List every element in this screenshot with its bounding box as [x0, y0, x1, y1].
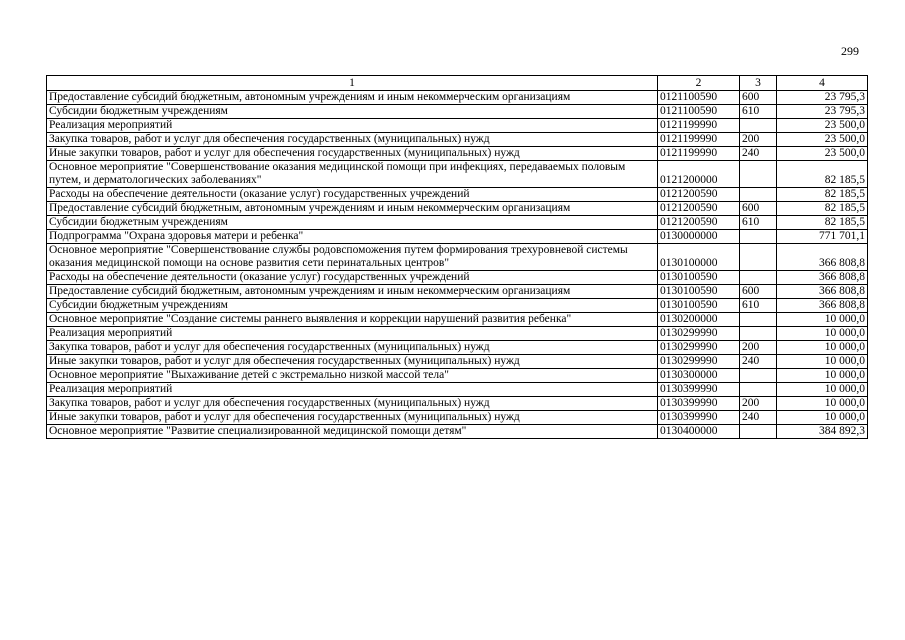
- row-amount-cell: 23 795,3: [777, 105, 868, 119]
- row-amount-cell: 82 185,5: [777, 188, 868, 202]
- row-code-cell: 0121100590: [658, 91, 740, 105]
- row-type-cell: [740, 119, 777, 133]
- table-row: [47, 369, 868, 383]
- table-row: [47, 119, 868, 133]
- table-row: [47, 133, 868, 147]
- row-code-cell: 0130399990: [658, 411, 740, 425]
- header-col-1: 1: [47, 76, 658, 91]
- row-code-cell: 0130400000: [658, 425, 740, 439]
- table-row: [47, 313, 868, 327]
- row-type-cell: [740, 161, 777, 188]
- table-row: [47, 161, 868, 188]
- row-code-cell: 0130100590: [658, 271, 740, 285]
- row-amount-cell: 10 000,0: [777, 383, 868, 397]
- row-name-cell: Закупка товаров, работ и услуг для обеспечения государственных (муниципальных) нужд: [47, 133, 658, 147]
- row-name-cell: Закупка товаров, работ и услуг для обеспечения государственных (муниципальных) нужд: [47, 397, 658, 411]
- table-row: [47, 397, 868, 411]
- row-type-cell: [740, 383, 777, 397]
- row-amount-cell: 366 808,8: [777, 271, 868, 285]
- row-amount-cell: 10 000,0: [777, 355, 868, 369]
- table-body: [47, 91, 868, 439]
- row-type-cell: [740, 313, 777, 327]
- row-code-cell: 0121200590: [658, 188, 740, 202]
- table-row: [47, 105, 868, 119]
- row-type-cell: 200: [740, 341, 777, 355]
- row-name-cell: Закупка товаров, работ и услуг для обеспечения государственных (муниципальных) нужд: [47, 341, 658, 355]
- row-amount-cell: 366 808,8: [777, 285, 868, 299]
- row-type-cell: [740, 327, 777, 341]
- header-col-4: 4: [777, 76, 868, 91]
- table-row: [47, 202, 868, 216]
- row-code-cell: 0121100590: [658, 105, 740, 119]
- table-row: [47, 188, 868, 202]
- row-type-cell: [740, 244, 777, 271]
- row-name-cell: Иные закупки товаров, работ и услуг для обеспечения государственных (муниципальных) нужд: [47, 411, 658, 425]
- table-row: [47, 285, 868, 299]
- row-type-cell: 600: [740, 202, 777, 216]
- table-row: [47, 411, 868, 425]
- row-name-cell: Расходы на обеспечение деятельности (оказание услуг) государственных учреждений: [47, 271, 658, 285]
- row-code-cell: 0121199990: [658, 119, 740, 133]
- row-name-cell: Основное мероприятие "Создание системы раннего выявления и коррекции нарушений развития ребенка": [47, 313, 658, 327]
- row-amount-cell: 10 000,0: [777, 369, 868, 383]
- row-type-cell: [740, 188, 777, 202]
- row-type-cell: 240: [740, 411, 777, 425]
- row-code-cell: 0130100000: [658, 244, 740, 271]
- page-number: 299: [841, 44, 859, 58]
- row-name-cell: Предоставление субсидий бюджетным, автономным учреждениям и иным некоммерческим организациям: [47, 285, 658, 299]
- row-code-cell: 0130200000: [658, 313, 740, 327]
- row-amount-cell: 23 500,0: [777, 133, 868, 147]
- row-amount-cell: 23 500,0: [777, 147, 868, 161]
- row-type-cell: 610: [740, 299, 777, 313]
- row-code-cell: 0130299990: [658, 341, 740, 355]
- row-type-cell: 610: [740, 105, 777, 119]
- row-amount-cell: 82 185,5: [777, 202, 868, 216]
- header-col-3: 3: [740, 76, 777, 91]
- budget-table: [46, 75, 868, 439]
- row-type-cell: 240: [740, 355, 777, 369]
- row-amount-cell: 82 185,5: [777, 216, 868, 230]
- row-name-cell: Предоставление субсидий бюджетным, автономным учреждениям и иным некоммерческим организациям: [47, 91, 658, 105]
- row-name-cell: Иные закупки товаров, работ и услуг для обеспечения государственных (муниципальных) нужд: [47, 147, 658, 161]
- row-type-cell: [740, 271, 777, 285]
- row-type-cell: 200: [740, 397, 777, 411]
- row-code-cell: 0121200590: [658, 202, 740, 216]
- row-name-cell: Реализация мероприятий: [47, 327, 658, 341]
- row-code-cell: 0130299990: [658, 355, 740, 369]
- row-amount-cell: 23 500,0: [777, 119, 868, 133]
- row-amount-cell: 771 701,1: [777, 230, 868, 244]
- row-amount-cell: 384 892,3: [777, 425, 868, 439]
- row-code-cell: 0130300000: [658, 369, 740, 383]
- row-code-cell: 0130399990: [658, 383, 740, 397]
- row-name-cell: Предоставление субсидий бюджетным, автономным учреждениям и иным некоммерческим организациям: [47, 202, 658, 216]
- row-type-cell: [740, 230, 777, 244]
- row-amount-cell: 366 808,8: [777, 299, 868, 313]
- row-code-cell: 0130100590: [658, 285, 740, 299]
- row-amount-cell: 23 795,3: [777, 91, 868, 105]
- row-name-cell: Расходы на обеспечение деятельности (оказание услуг) государственных учреждений: [47, 188, 658, 202]
- row-code-cell: 0121199990: [658, 133, 740, 147]
- header-row: [47, 76, 868, 91]
- table-row: [47, 244, 868, 271]
- row-type-cell: 240: [740, 147, 777, 161]
- table-row: [47, 425, 868, 439]
- row-amount-cell: 10 000,0: [777, 397, 868, 411]
- table-row: [47, 341, 868, 355]
- row-amount-cell: 366 808,8: [777, 244, 868, 271]
- row-amount-cell: 10 000,0: [777, 327, 868, 341]
- table-row: [47, 216, 868, 230]
- row-name-cell: Иные закупки товаров, работ и услуг для обеспечения государственных (муниципальных) нужд: [47, 355, 658, 369]
- row-amount-cell: 10 000,0: [777, 313, 868, 327]
- row-type-cell: [740, 369, 777, 383]
- row-name-cell: Субсидии бюджетным учреждениям: [47, 105, 658, 119]
- row-name-cell: Реализация мероприятий: [47, 383, 658, 397]
- row-type-cell: 200: [740, 133, 777, 147]
- header-col-2: 2: [658, 76, 740, 91]
- row-code-cell: 0130299990: [658, 327, 740, 341]
- row-name-cell: Основное мероприятие "Совершенствование службы родовспоможения путем формирования трехуровневой системы оказания медицинской помощи на основе развития сети перинатальных центров": [47, 244, 658, 271]
- row-type-cell: [740, 425, 777, 439]
- row-type-cell: 600: [740, 285, 777, 299]
- table-row: [47, 383, 868, 397]
- table-row: [47, 355, 868, 369]
- table-row: [47, 230, 868, 244]
- row-name-cell: Реализация мероприятий: [47, 119, 658, 133]
- row-name-cell: Основное мероприятие "Выхаживание детей с экстремально низкой массой тела": [47, 369, 658, 383]
- row-code-cell: 0121199990: [658, 147, 740, 161]
- table-row: [47, 147, 868, 161]
- row-amount-cell: 10 000,0: [777, 411, 868, 425]
- table-row: [47, 91, 868, 105]
- row-amount-cell: 82 185,5: [777, 161, 868, 188]
- table-row: [47, 271, 868, 285]
- table-row: [47, 299, 868, 313]
- table-row: [47, 327, 868, 341]
- row-code-cell: 0121200000: [658, 161, 740, 188]
- row-code-cell: 0130399990: [658, 397, 740, 411]
- row-name-cell: Субсидии бюджетным учреждениям: [47, 216, 658, 230]
- row-code-cell: 0121200590: [658, 216, 740, 230]
- row-name-cell: Основное мероприятие "Совершенствование оказания медицинской помощи при инфекциях, передаваемых половым путем, и дерматологических заболеваниях": [47, 161, 658, 188]
- row-type-cell: 600: [740, 91, 777, 105]
- row-name-cell: Подпрограмма "Охрана здоровья матери и ребенка": [47, 230, 658, 244]
- row-name-cell: Субсидии бюджетным учреждениям: [47, 299, 658, 313]
- row-code-cell: 0130000000: [658, 230, 740, 244]
- row-type-cell: 610: [740, 216, 777, 230]
- row-amount-cell: 10 000,0: [777, 341, 868, 355]
- row-code-cell: 0130100590: [658, 299, 740, 313]
- row-name-cell: Основное мероприятие "Развитие специализированной медицинской помощи детям": [47, 425, 658, 439]
